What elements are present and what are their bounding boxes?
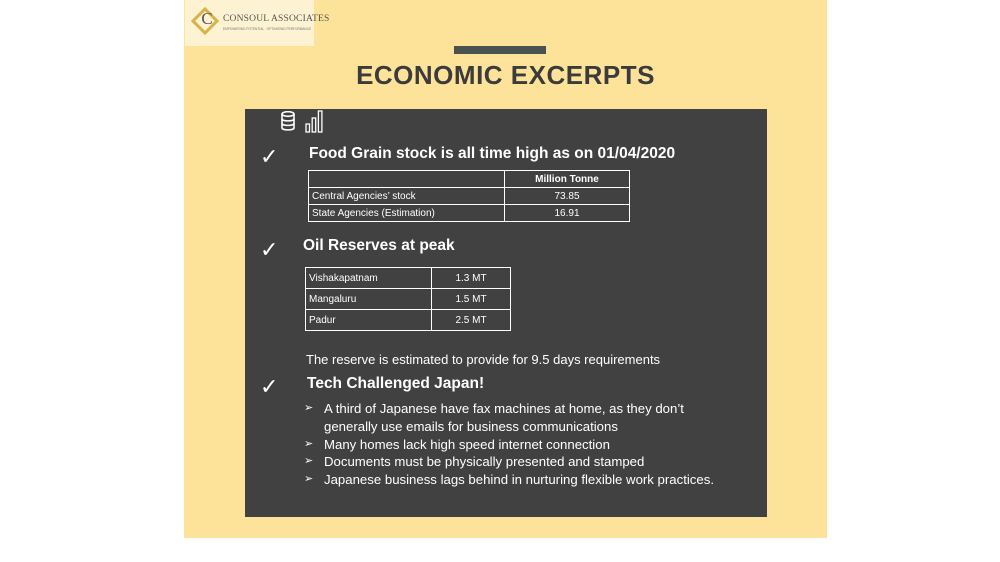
table-cell: State Agencies (Estimation) [309,205,505,222]
oil-reserves-heading: Oil Reserves at peak [303,237,455,254]
arrow-bullet-icon: ➢ [304,455,314,468]
list-item [304,436,734,454]
table-row [306,310,511,331]
table-row [309,205,630,222]
japan-heading: Tech Challenged Japan! [307,375,485,392]
arrow-bullet-icon: ➢ [304,437,314,450]
table-cell: 1.5 MT [432,289,511,310]
food-grain-heading: Food Grain stock is all time high as on 01/04/2020 [309,145,676,162]
logo-tagline: EMPOWERING POTENTIAL · OPTIMISING PERFORMANCE [223,27,312,31]
table-cell: Padur [306,310,432,331]
bullet-text: Many homes lack high speed internet connection [324,436,610,452]
database-icon [281,111,295,131]
content-panel [245,109,767,517]
table-header-row [309,171,630,188]
list-item [304,400,734,436]
japan-bullet-list [304,400,734,489]
oil-reserve-note: The reserve is estimated to provide for 9.5 days requirements [306,352,661,367]
bullet-text: A third of Japanese have fax machines at home, as they don’t generally use emails for business communications [324,401,684,434]
table-cell: Vishakapatnam [306,268,432,289]
table-cell: 2.5 MT [432,310,511,331]
table-header-cell: Million Tonne [505,171,630,188]
bullet-text: Documents must be physically presented and stamped [324,454,645,470]
title-accent-bar [454,46,546,54]
bullet-text: Japanese business lags behind in nurturing flexible work practices. [324,472,714,488]
table-cell: 16.91 [505,205,630,222]
food-grain-table [308,170,630,222]
oil-reserves-table [305,267,511,331]
company-logo [185,0,330,46]
list-item [304,471,734,489]
table-row [309,188,630,205]
arrow-bullet-icon: ➢ [304,473,314,486]
logo-letter: C [201,9,213,28]
arrow-bullet-icon: ➢ [304,402,314,414]
list-item [304,453,734,471]
checkmark-icon: ✓ [260,144,279,169]
table-header-cell [309,171,505,188]
bar-chart-icon [305,109,323,133]
table-row [306,268,511,289]
table-cell: 73.85 [505,188,630,205]
checkmark-icon: ✓ [260,374,279,399]
table-row [306,289,511,310]
table-cell: 1.3 MT [432,268,511,289]
checkmark-icon: ✓ [260,237,279,262]
page-title: ECONOMIC EXCERPTS [356,60,655,90]
logo-name: CONSOUL ASSOCIATES [223,14,330,24]
table-cell: Mangaluru [306,289,432,310]
table-cell: Central Agencies’ stock [309,188,505,205]
